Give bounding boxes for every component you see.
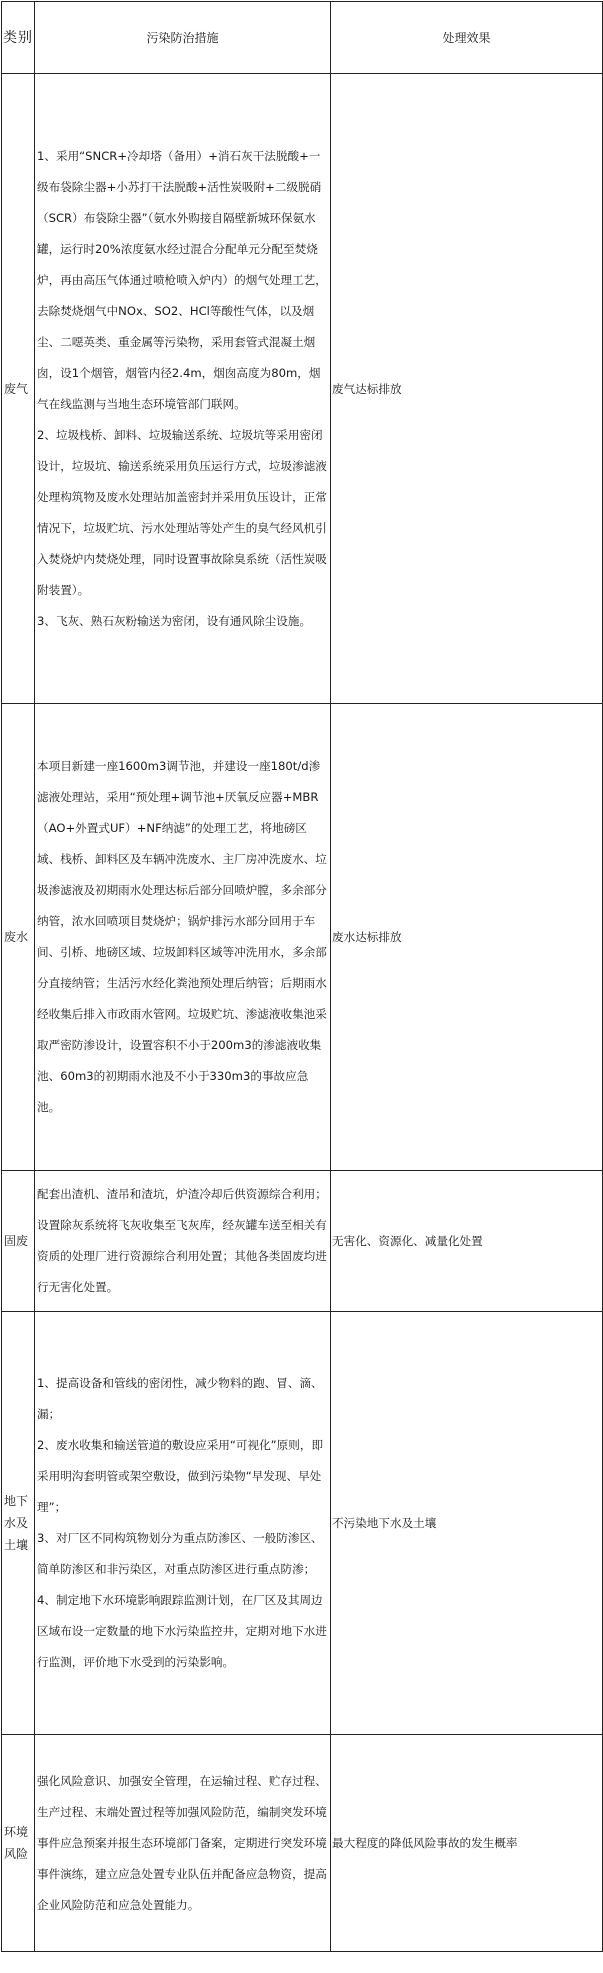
measures-cell	[35, 74, 331, 704]
measure-paragraph: 配套出渣机、渣吊和渣坑，炉渣冷却后供资源综合利用；设置除灰系统将飞灰收集至飞灰库，经灰罐车送至相关有资质的处理厂进行资源综合利用处置；其他各类固废均进行无害化处置。	[37, 1187, 327, 1294]
category-cell: 环境风险	[2, 1735, 35, 1952]
effect-cell: 无害化、资源化、减量化处置	[331, 1171, 603, 1312]
measures-cell	[35, 704, 331, 1171]
effect-cell: 不污染地下水及土壤	[331, 1312, 603, 1735]
measures-cell	[35, 1735, 331, 1952]
measure-paragraph: 强化风险意识、加强安全管理，在运输过程、贮存过程、生产过程、末端处置过程等加强风险防范，编制突发环境事件应急预案并报生态环境部门备案，定期进行突发环境事件演练，建立应急处置专业队伍并配备应急物资，提高企业风险防范和应急处置能力。	[37, 1773, 327, 1912]
pollution-control-table	[1, 1, 603, 1952]
effect-cell: 废气达标排放	[331, 74, 603, 704]
measure-paragraph: 3、对厂区不同构筑物划分为重点防渗区、一般防渗区、简单防渗区和非污染区，对重点防渗区进行重点防渗；	[37, 1531, 323, 1576]
table-row-groundwater-soil	[2, 1312, 603, 1735]
category-cell: 废水	[2, 704, 35, 1171]
category-cell: 固废	[2, 1171, 35, 1312]
category-cell: 废气	[2, 74, 35, 704]
category-cell: 地下水及土壤	[2, 1312, 35, 1735]
header-effect: 处理效果	[331, 2, 603, 74]
measure-paragraph: 2、废水收集和输送管道的敷设应采用“可视化”原则，即采用明沟套明管或架空敷设，做到污染物“早发现、早处理”；	[37, 1438, 324, 1514]
measure-paragraph: 1、采用“SNCR+冷却塔（备用）+消石灰干法脱酸+一级布袋除尘器+小苏打干法脱酸+活性炭吸附+二级脱硝（SCR）布袋除尘器”（氨水外购接自隔壁新城环保氨水罐，运行时20%浓度氨水经过混合分配单元分配至焚烧炉，再由高压气体通过喷枪喷入炉内）的烟气处理工艺，去除焚烧烟气中NOx、SO2、HCl等酸性气体，以及烟尘、二噁英类、重金属等污染物，采用套管式混凝土烟囱，设1个烟管，烟管内径2.4m，烟囱高度为80m，烟气在线监测与当地生态环境管部门联网。	[37, 148, 327, 411]
measure-paragraph: 2、垃圾栈桥、卸料、垃圾输送系统、垃圾坑等采用密闭设计，垃圾坑、输送系统采用负压运行方式，垃圾渗滤液处理构筑物及废水处理站加盖密封并采用负压设计，正常情况下，垃圾贮坑、污水处理站等处产生的臭气经风机引入焚烧炉内焚烧处理，同时设置事故除臭系统（活性炭吸附装置）。	[37, 427, 327, 597]
effect-cell: 最大程度的降低风险事故的发生概率	[331, 1735, 603, 1952]
table-row-waste-water	[2, 704, 603, 1171]
measure-paragraph: 3、飞灰、熟石灰粉输送为密闭，设有通风除尘设施。	[37, 613, 312, 628]
table-row-environmental-risk	[2, 1735, 603, 1952]
header-measures: 污染防治措施	[35, 2, 331, 74]
effect-cell: 废水达标排放	[331, 704, 603, 1171]
table-row-solid-waste	[2, 1171, 603, 1312]
header-category: 类别	[2, 2, 35, 74]
measure-paragraph: 4、制定地下水环境影响跟踪监测计划，在厂区及其周边区域布设一定数量的地下水污染监控井，定期对地下水进行监测，评价地下水受到的污染影响。	[37, 1593, 327, 1669]
measures-cell	[35, 1312, 331, 1735]
measure-paragraph: 1、提高设备和管线的密闭性，减少物料的跑、冒、滴、漏；	[37, 1376, 323, 1421]
table-row-waste-gas	[2, 74, 603, 704]
measures-cell	[35, 1171, 331, 1312]
measure-paragraph: 本项目新建一座1600m3调节池，并建设一座180t/d渗滤液处理站，采用“预处理+调节池+厌氧反应器+MBR（AO+外置式UF）+NF纳滤”的处理工艺，将地磅区域、栈桥、卸料区及车辆冲洗废水、主厂房冲洗废水、垃圾渗滤液及初期雨水处理达标后部分回喷炉膛，多余部分纳管，浓水回喷项目焚烧炉；锅炉排污水部分回用于车间、引桥、地磅区域、垃圾卸料区域等冲洗用水，多余部分直接纳管；生活污水经化粪池预处理后纳管；后期雨水经收集后排入市政雨水管网。垃圾贮坑、渗滤液收集池采取严密防渗设计，设置容积不小于200m3的渗滤液收集池、60m3的初期雨水池及不小于330m3的事故应急池。	[37, 759, 327, 1114]
header-row	[2, 2, 603, 74]
